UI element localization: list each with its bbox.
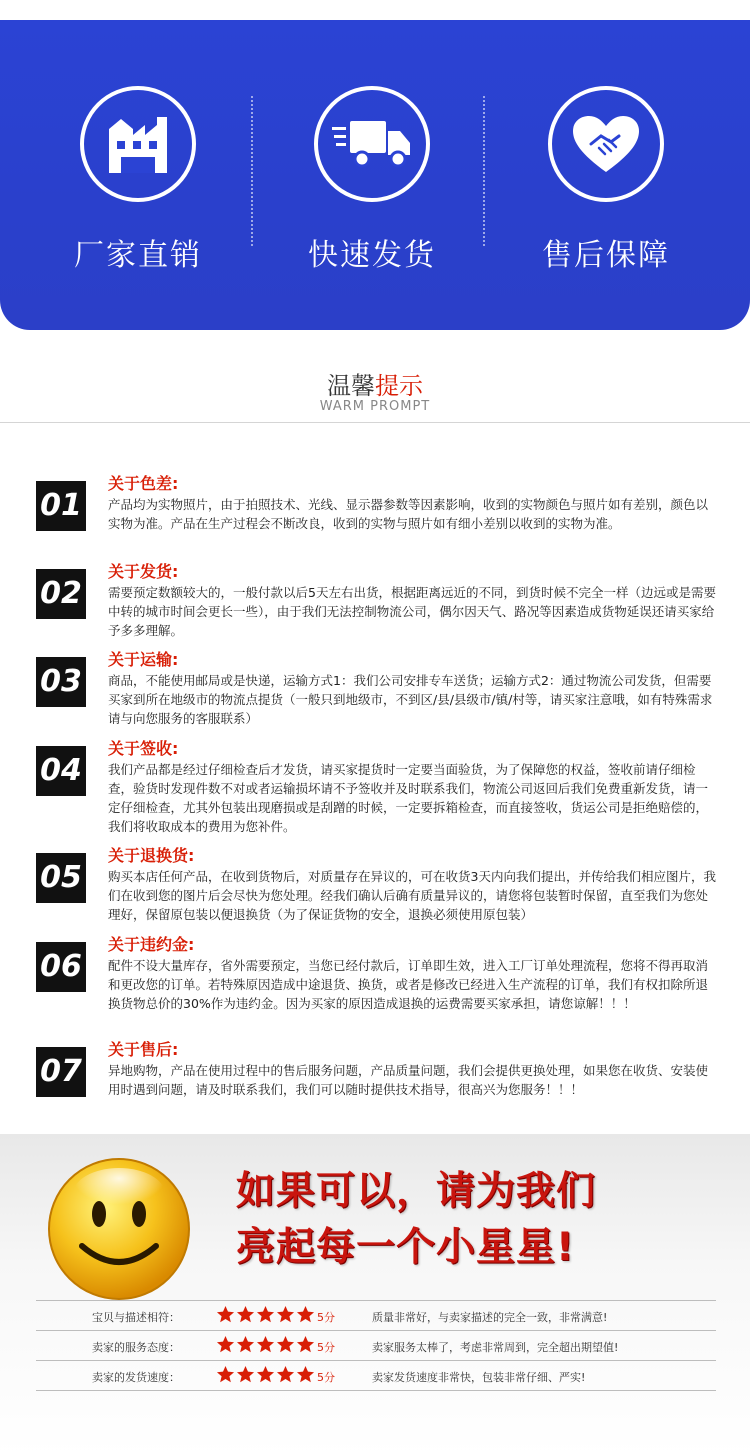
star-icon bbox=[276, 1335, 295, 1354]
item-heading: 关于退换货: bbox=[108, 846, 195, 865]
rating-label: 卖家的服务态度： bbox=[92, 1341, 180, 1354]
star-icon bbox=[236, 1305, 255, 1324]
star-icon bbox=[236, 1365, 255, 1384]
feature-banner bbox=[0, 20, 750, 330]
rating-label: 宝贝与描述相符： bbox=[92, 1311, 180, 1324]
feature-label: 快速发货 bbox=[308, 238, 436, 273]
star-icon bbox=[296, 1365, 315, 1384]
star-icon bbox=[236, 1335, 255, 1354]
factory-icon bbox=[107, 115, 169, 173]
title-part-b: 提示 bbox=[375, 372, 423, 400]
item-body: 需要预定数额较大的，一般付款以后5天左右出货，根据距离远近的不同，到货时候不完全一样（边远或是需要中转的城市时间会更长一些），由于我们无法控制物流公司，偶尔因天气、路况等因素造成货物延误还请买家给予多多理解。 bbox=[108, 585, 716, 638]
feature-factory-direct bbox=[48, 86, 228, 274]
item-heading: 关于售后: bbox=[108, 1040, 179, 1059]
rating-comment: 卖家发货速度非常快，包装非常仔细、严实! bbox=[372, 1371, 586, 1384]
item-number: 03 bbox=[36, 657, 86, 707]
feature-circle bbox=[548, 86, 664, 202]
star-rating bbox=[216, 1305, 315, 1324]
title-part-a: 温馨 bbox=[327, 372, 375, 400]
handshake-heart-icon bbox=[571, 114, 641, 174]
star-icon bbox=[216, 1305, 235, 1324]
rating-slogan bbox=[236, 1164, 706, 1276]
item-body: 商品，不能使用邮局或是快递，运输方式1：我们公司安排专车送货；运输方式2：通过物流公司发货，但需要买家到所在地级市的物流点提货（一般只到地级市，不到区/县/县级市/镇/村等，请买家注意哦，如有特殊需求请与向您服务的客服联系） bbox=[108, 673, 713, 726]
item-number: 05 bbox=[36, 853, 86, 903]
star-icon bbox=[276, 1305, 295, 1324]
rating-score: 5分 bbox=[317, 1341, 335, 1354]
item-number: 01 bbox=[36, 481, 86, 531]
star-rating bbox=[216, 1365, 315, 1384]
star-icon bbox=[296, 1335, 315, 1354]
warm-prompt-title bbox=[0, 366, 750, 401]
item-number: 04 bbox=[36, 746, 86, 796]
rating-score: 5分 bbox=[317, 1311, 335, 1324]
item-heading: 关于违约金: bbox=[108, 935, 195, 954]
star-icon bbox=[256, 1335, 275, 1354]
item-body: 我们产品都是经过仔细检查后才发货，请买家提货时一定要当面验货，为了保障您的权益，签收前请仔细检查，验货时发现件数不对或者运输损坏请不予签收并及时联系我们，物流公司返回后我们免费重新发货，请一定仔细检查，尤其外包装出现磨损或是刮蹭的时候，一定要拆箱检查，而直接签收，货运公司是拒绝赔偿的，我们将收取成本的费用为您补件。 bbox=[108, 762, 709, 834]
feature-after-sales bbox=[516, 86, 696, 274]
star-icon bbox=[216, 1335, 235, 1354]
rating-row-delivery bbox=[36, 1361, 716, 1391]
item-body: 配件不设大量库存，省外需要预定，当您已经付款后，订单即生效，进入工厂订单处理流程，您将不得再取消和更改您的订单。若特殊原因造成中途退货、换货，或者是修改已经进入生产流程的订单，我们有权扣除所退换货物总价的30%作为违约金。因为买家的原因造成退换的运费需要买家承担，请您谅解！！！ bbox=[108, 958, 709, 1011]
rating-score: 5分 bbox=[317, 1371, 335, 1384]
item-heading: 关于签收: bbox=[108, 739, 179, 758]
star-icon bbox=[296, 1305, 315, 1324]
rating-row-description bbox=[36, 1301, 716, 1331]
item-body: 购买本店任何产品，在收到货物后，对质量存在异议的，可在收货3天内向我们提出，并传给我们相应图片，我们在收到您的图片后会尽快为您处理。经我们确认后确有质量异议的，请您将包装暂时保留，直至我们为您处理好，保留原包装以便退换货（为了保证货物的安全，退换必须使用原包装） bbox=[108, 869, 716, 922]
star-icon bbox=[256, 1365, 275, 1384]
item-body: 异地购物，产品在使用过程中的售后服务问题，产品质量问题，我们会提供更换处理，如果您在收货、安装使用时遇到问题，请及时联系我们，我们可以随时提供技术指导，很高兴为您服务！！！ bbox=[108, 1063, 709, 1097]
feature-circle bbox=[314, 86, 430, 202]
item-number: 06 bbox=[36, 942, 86, 992]
star-icon bbox=[276, 1365, 295, 1384]
feature-fast-delivery bbox=[282, 86, 462, 274]
feature-label: 厂家直销 bbox=[74, 238, 202, 273]
rating-comment: 卖家服务太棒了，考虑非常周到，完全超出期望值! bbox=[372, 1341, 619, 1354]
item-number: 02 bbox=[36, 569, 86, 619]
rating-comment: 质量非常好，与卖家描述的完全一致，非常满意! bbox=[372, 1311, 608, 1324]
warm-prompt-subtitle: WARM PROMPT bbox=[319, 399, 431, 414]
item-heading: 关于发货: bbox=[108, 562, 179, 581]
rating-label: 卖家的发货速度： bbox=[92, 1371, 180, 1384]
heading-divider bbox=[0, 422, 750, 423]
item-body: 产品均为实物照片，由于拍照技术、光线、显示器参数等因素影响，收到的实物颜色与照片如有差别，颜色以实物为准。产品在生产过程会不断改良，收到的实物与照片如有细小差别以收到的实物为准。 bbox=[108, 497, 709, 531]
rating-section bbox=[0, 1134, 750, 1456]
slogan-line-2: 亮起每一个小星星! bbox=[236, 1225, 575, 1270]
feature-circle bbox=[80, 86, 196, 202]
smiley-face-icon bbox=[44, 1154, 194, 1304]
slogan-line-1: 如果可以，请为我们 bbox=[236, 1169, 597, 1214]
rating-row-service bbox=[36, 1331, 716, 1361]
divider bbox=[251, 96, 253, 246]
item-number: 07 bbox=[36, 1047, 86, 1097]
star-rating bbox=[216, 1335, 315, 1354]
item-heading: 关于运输: bbox=[108, 650, 179, 669]
star-icon bbox=[256, 1305, 275, 1324]
divider bbox=[483, 96, 485, 246]
item-heading: 关于色差: bbox=[108, 474, 179, 493]
feature-label: 售后保障 bbox=[542, 238, 670, 273]
star-icon bbox=[216, 1365, 235, 1384]
delivery-truck-icon bbox=[332, 119, 412, 169]
